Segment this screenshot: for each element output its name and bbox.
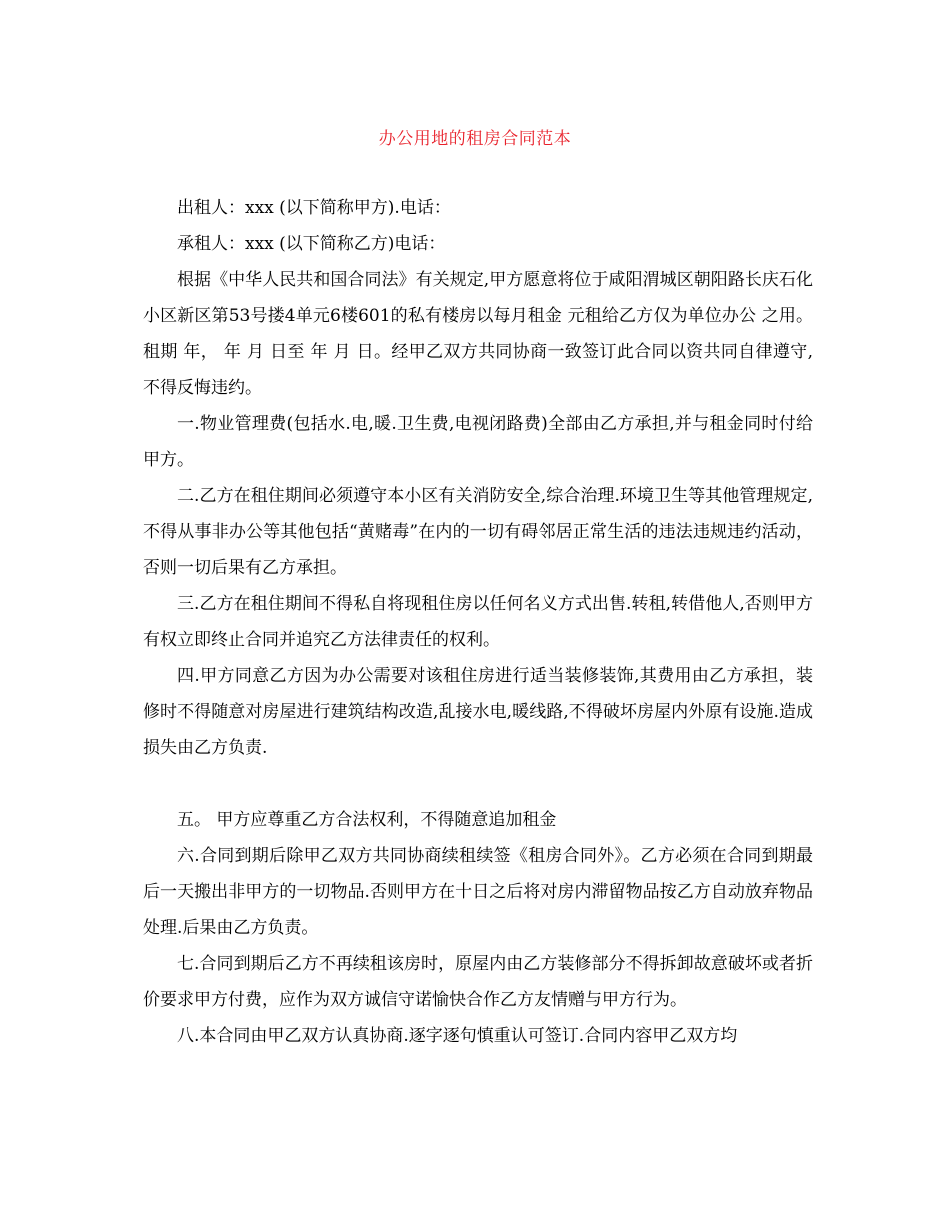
- document-body: [143, 190, 813, 1054]
- preamble-paragraph: 根据《中华人民共和国合同法》有关规定,甲方愿意将位于咸阳渭城区朝阳路长庆石化小区新区第53号搂4单元6楼601的私有楼房以每月租金 元租给乙方仅为单位办公 之用。租期 年， 年 月 日至 年 月 日。经甲乙双方共同协商一致签订此合同以资共同自律遵守,不得反悔违约。: [143, 270, 813, 398]
- clause-4: 四.甲方同意乙方因为办公需要对该租住房进行适当装修装饰,其费用由乙方承担，装修时不得随意对房屋进行建筑结构改造,乱接水电,暖线路,不得破坏房屋内外原有设施.造成损失由乙方负责.: [143, 666, 813, 758]
- clause-1: 一.物业管理费(包括水.电,暖.卫生费,电视闭路费)全部由乙方承担,并与租金同时付给甲方。: [143, 414, 813, 470]
- lessor-line: 出租人：xxx (以下简称甲方).电话：: [177, 198, 451, 218]
- clause-2: 二.乙方在租住期间必须遵守本小区有关消防安全,综合治理.环境卫生等其他管理规定,不得从事非办公等其他包括“黄赌毒”在内的一切有碍邻居正常生活的违法违规违约活动，否则一切后果有乙方承担。: [143, 486, 813, 578]
- clause-8: 八.本合同由甲乙双方认真协商.逐字逐句慎重认可签订.合同内容甲乙双方均: [177, 1026, 738, 1046]
- clause-5: 五。 甲方应尊重乙方合法权利，不得随意追加租金: [177, 810, 557, 830]
- document-title: 办公用地的租房合同范本: [378, 129, 572, 149]
- clause-6: 六.合同到期后除甲乙双方共同协商续租续签《租房合同外》。乙方必须在合同到期最后一天搬出非甲方的一切物品.否则甲方在十日之后将对房内滞留物品按乙方自动放弃物品处理.后果由乙方负责。: [143, 846, 813, 938]
- clause-3: 三.乙方在租住期间不得私自将现租住房以任何名义方式出售.转租,转借他人,否则甲方有权立即终止合同并追究乙方法律责任的权利。: [143, 594, 813, 650]
- clause-7: 七.合同到期后乙方不再续租该房时，原屋内由乙方装修部分不得拆卸故意破坏或者折价要求甲方付费，应作为双方诚信守诺愉快合作乙方友情赠与甲方行为。: [143, 954, 813, 1010]
- lessee-line: 承租人：xxx (以下简称乙方)电话：: [177, 234, 446, 254]
